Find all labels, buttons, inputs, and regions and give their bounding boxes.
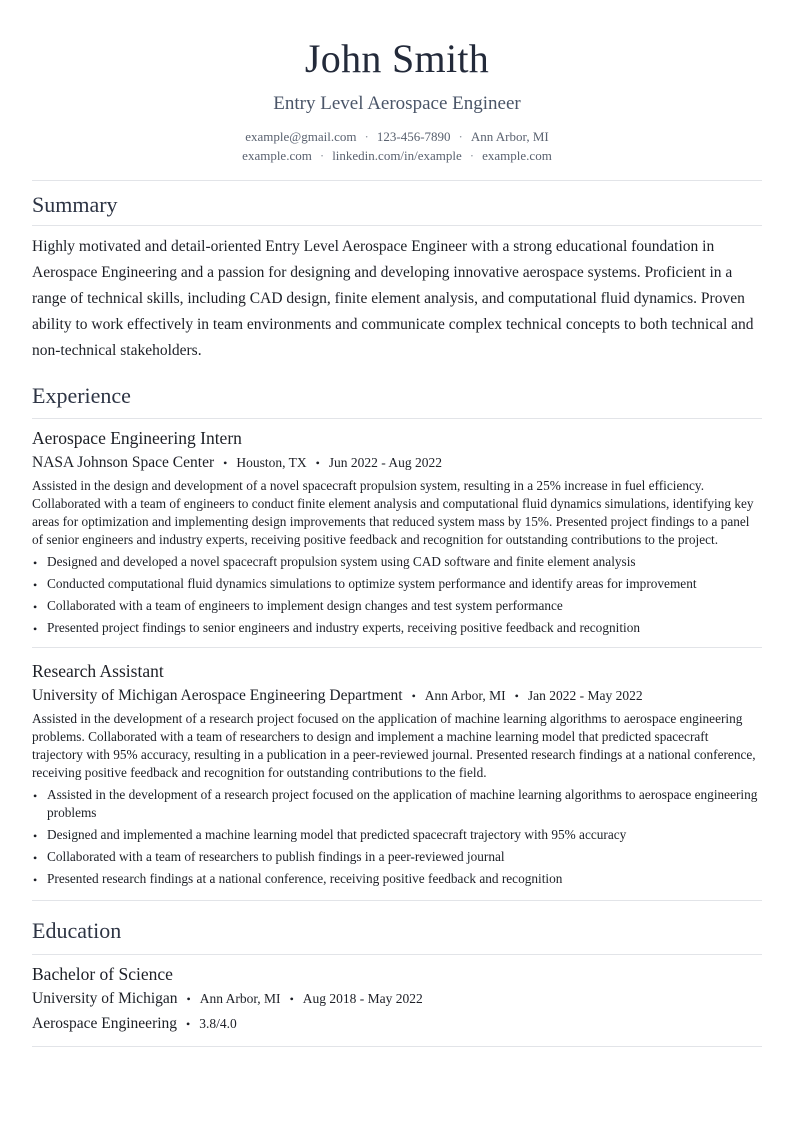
job-bullet-list (32, 553, 762, 637)
summary-text: Highly motivated and detail-oriented Entry Level Aerospace Engineer with a strong educational foundation in Aerospace Engineering and a passion for designing and developing innovative aerospace systems. Proficient in a range of technical skills, including CAD design, finite element analysis, and computational fluid dynamics. Proven ability to work effectively in team environments and communicate complex technical concepts to both technical and non-technical stakeholders. (32, 238, 754, 359)
resume-header (32, 0, 762, 165)
job-description: Assisted in the development of a research project focused on the application of machine learning algorithms to aerospace engineering problems. Collaborated with a team of researchers to design and implement a machine learning model that predicted spacecraft trajectory with 95% accuracy, resulting in a publication in a peer-reviewed journal. Presented research findings at a national conference, receiving positive feedback and recognition for outstanding contributions to the field. (32, 711, 756, 780)
job-bullet: • Designed and implemented a machine learning model that predicted spacecraft trajectory with 95% accuracy (32, 826, 762, 844)
contact-line-links (32, 146, 762, 165)
location-text: Ann Arbor, MI (470, 129, 549, 144)
job-description: Assisted in the design and development of a novel spacecraft propulsion system, resulting in a 25% increase in fuel efficiency. Collaborated with a team of engineers to conduct finite element analysis and computational fluid dynamics simulations, identifying key areas for optimization and implementing design improvements that reduced system mass by 15%. Presented project findings to a panel of senior engineers and industry experts, receiving positive feedback and recognition for outstanding contributions to the project. (32, 478, 754, 547)
job-bullet: • Collaborated with a team of researchers to publish findings in a peer-reviewed journal (32, 848, 762, 866)
job-bullet-list (32, 786, 762, 888)
separator: · (364, 129, 369, 144)
bullet-separator: • (514, 689, 519, 703)
job-location: Houston, TX (236, 455, 307, 470)
job-bullet: • Presented project findings to senior engineers and industry experts, receiving positive feedback and recognition (32, 619, 762, 637)
job-entry (32, 427, 762, 637)
bullet-separator: • (186, 1017, 191, 1031)
job-bullet: • Collaborated with a team of engineers to implement design changes and test system performance (32, 597, 762, 615)
education-dates: Aug 2018 - May 2022 (302, 991, 423, 1006)
bullet-separator: • (186, 992, 191, 1006)
separator: · (458, 129, 463, 144)
candidate-name: John Smith (304, 36, 490, 81)
job-bullet: • Presented research findings at a national conference, receiving positive feedback and recognition (32, 870, 762, 888)
bullet-separator: • (411, 689, 416, 703)
gpa-value: 3.8/4.0 (199, 1016, 237, 1031)
job-location: Ann Arbor, MI (424, 688, 506, 703)
job-title: Research Assistant (32, 661, 164, 681)
divider (32, 647, 762, 648)
section-heading-experience: Experience (32, 383, 131, 408)
education-major-row (32, 1014, 762, 1034)
degree-title: Bachelor of Science (32, 964, 173, 984)
job-bullet: • Conducted computational fluid dynamics simulations to optimize system performance and identify areas for improvement (32, 575, 762, 593)
job-meta (32, 686, 762, 706)
job-bullet: • Designed and developed a novel spacecraft propulsion system using CAD software and finite element analysis (32, 553, 762, 571)
job-bullet: • Assisted in the development of a research project focused on the application of machine learning algorithms to aerospace engineering problems (32, 786, 762, 822)
bullet-separator: • (223, 456, 228, 470)
education-section (32, 917, 762, 1047)
job-dates: Jan 2022 - May 2022 (527, 688, 643, 703)
major-name: Aerospace Engineering (32, 1015, 178, 1032)
website-link[interactable]: example.com (242, 148, 312, 163)
experience-section (32, 382, 762, 901)
website-link-secondary[interactable]: example.com (482, 148, 552, 163)
job-meta (32, 453, 762, 473)
section-heading-education: Education (32, 918, 122, 943)
section-heading-summary: Summary (32, 192, 118, 217)
phone-number[interactable]: 123-456-7890 (376, 129, 451, 144)
education-meta (32, 989, 762, 1009)
separator: · (319, 148, 325, 163)
divider (32, 225, 762, 226)
summary-section (32, 191, 762, 364)
job-entry (32, 660, 762, 888)
school-name: University of Michigan (32, 990, 178, 1007)
divider (32, 418, 762, 419)
contact-line-primary (32, 127, 762, 146)
divider (32, 954, 762, 955)
email-link[interactable]: example@gmail.com (245, 129, 357, 144)
divider (32, 900, 762, 901)
job-dates: Jun 2022 - Aug 2022 (328, 455, 443, 470)
linkedin-link[interactable]: linkedin.com/in/example (332, 148, 462, 163)
job-title: Aerospace Engineering Intern (32, 428, 242, 448)
candidate-title: Entry Level Aerospace Engineer (273, 93, 521, 114)
school-location: Ann Arbor, MI (199, 991, 281, 1006)
divider (32, 1046, 762, 1047)
bullet-separator: • (315, 456, 320, 470)
separator: · (469, 148, 475, 163)
company-name: NASA Johnson Space Center (32, 454, 215, 471)
company-name: University of Michigan Aerospace Engineering Department (32, 687, 403, 704)
bullet-separator: • (289, 992, 294, 1006)
divider (32, 180, 762, 181)
